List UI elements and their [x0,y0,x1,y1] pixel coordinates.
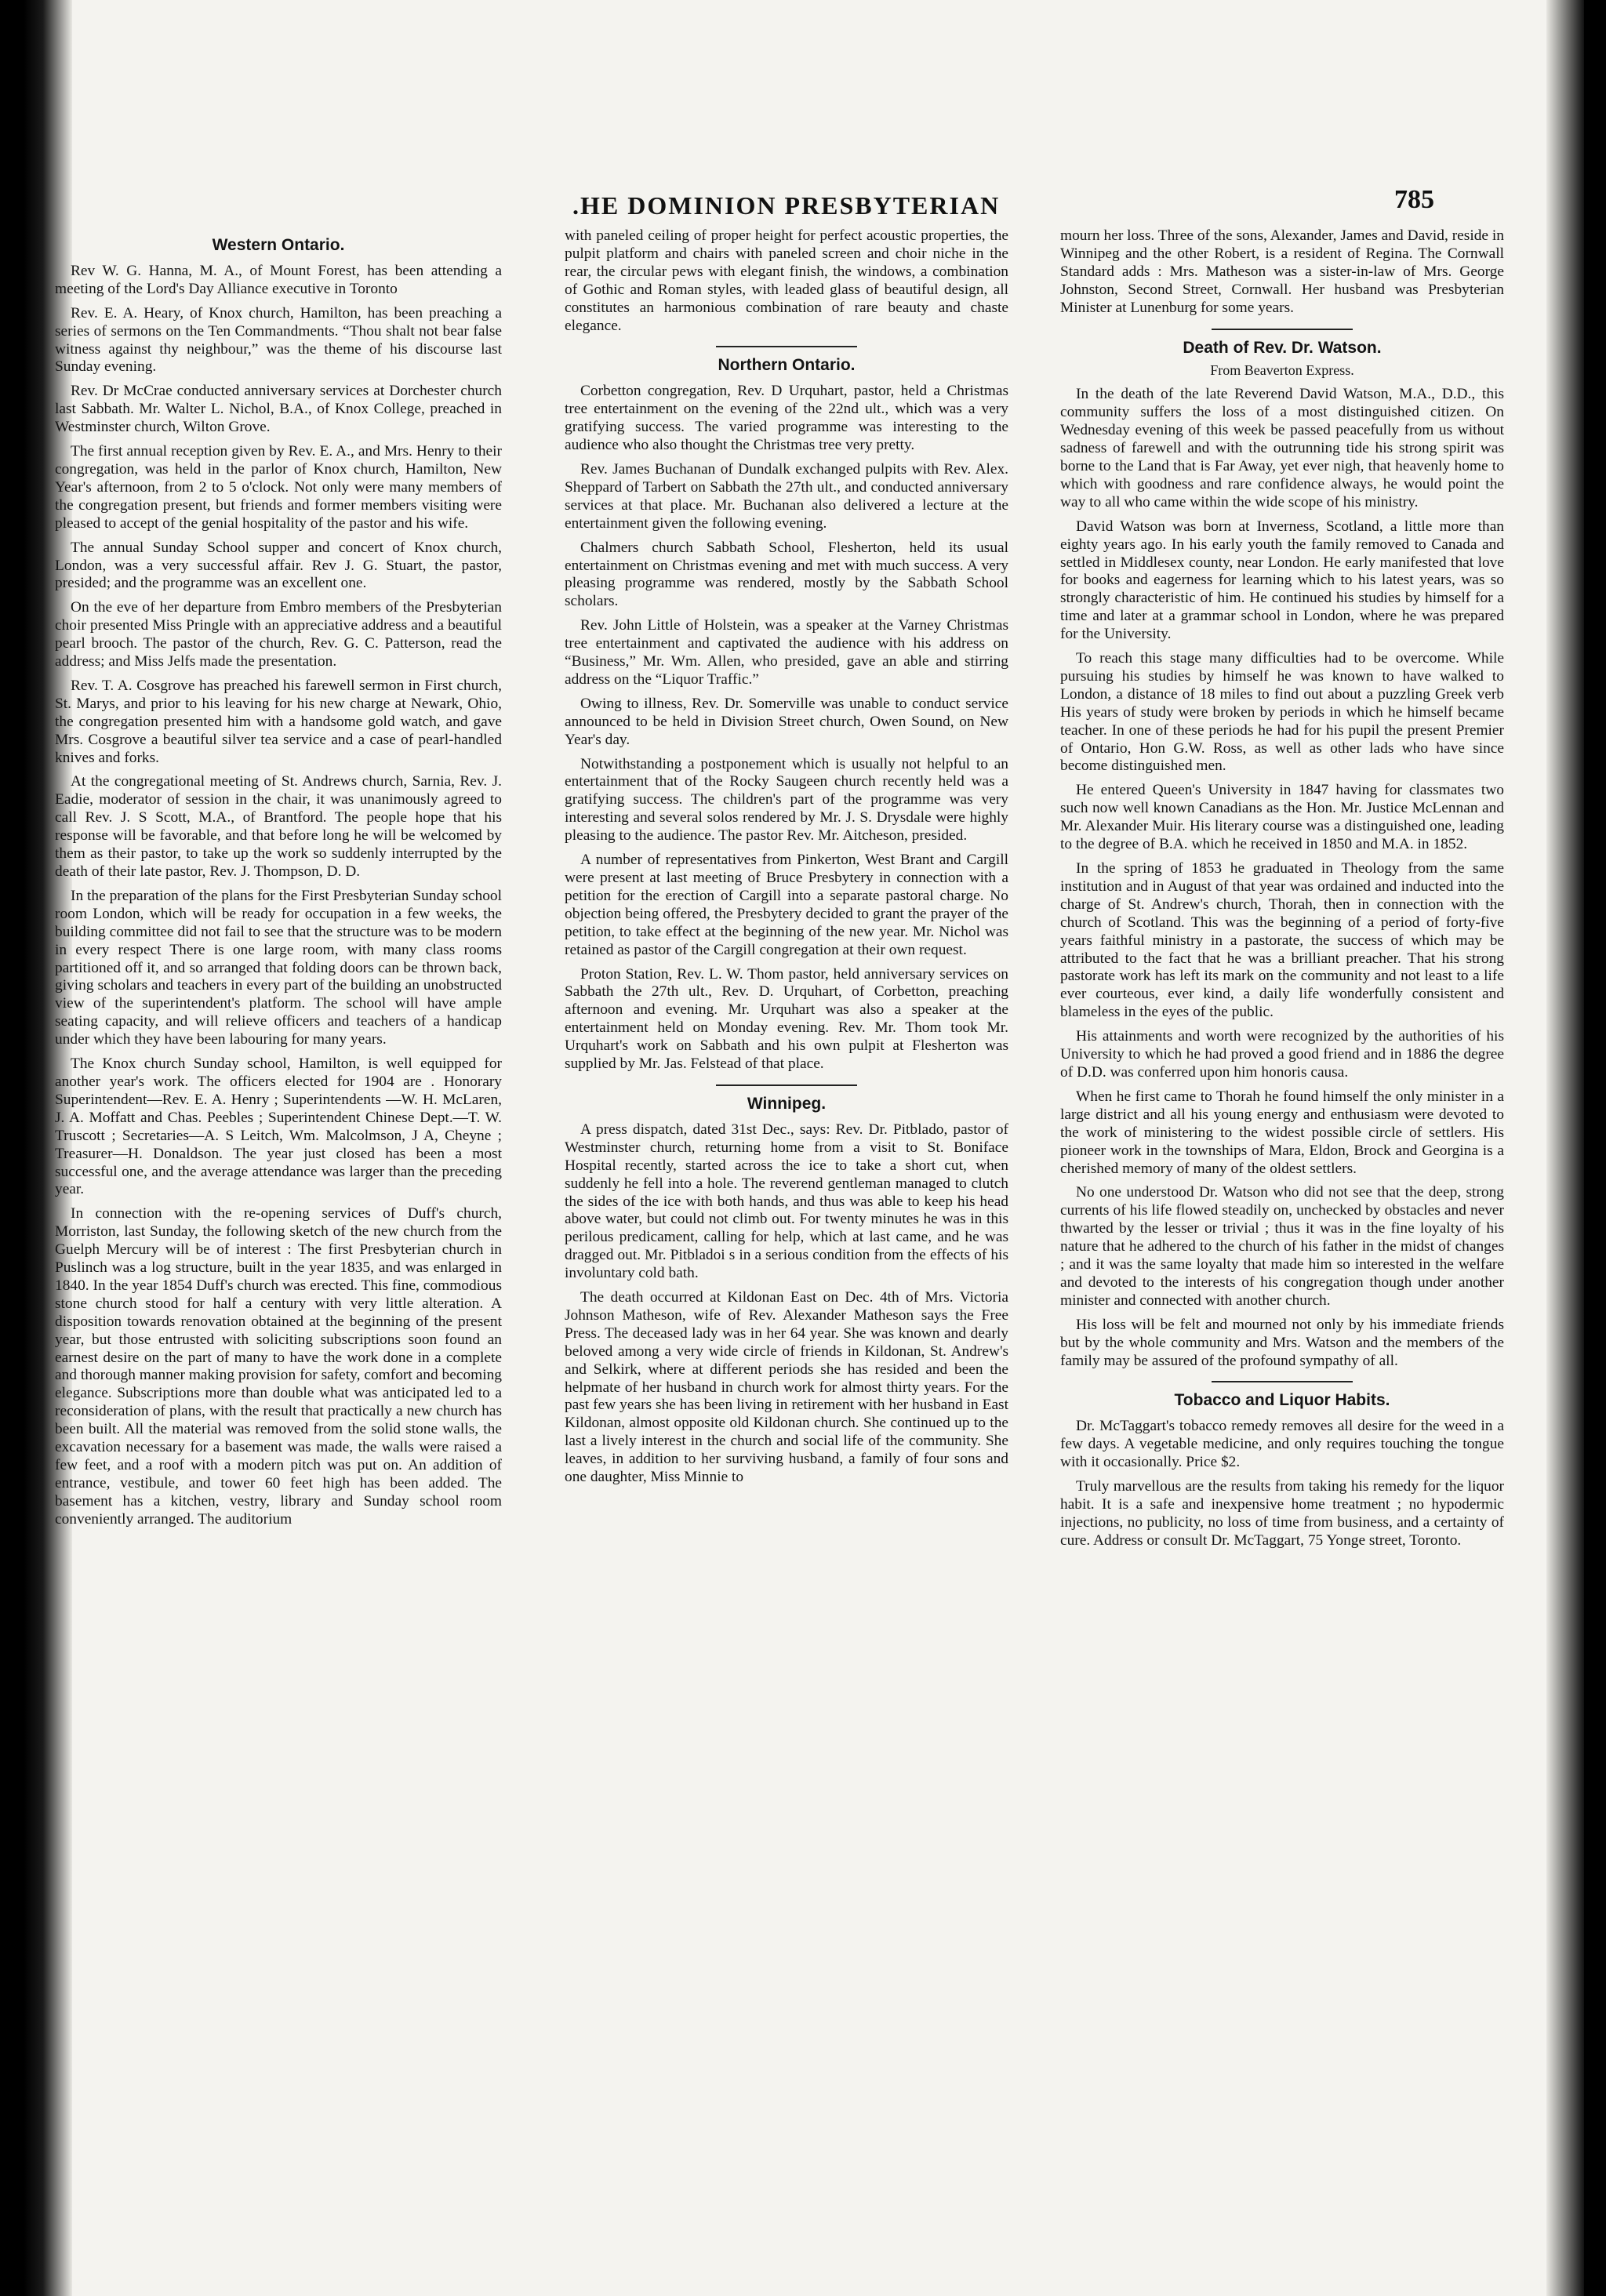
page-header-title: .HE DOMINION PRESBYTERIAN [572,191,1001,220]
section-divider [1212,1381,1353,1382]
article-paragraph: The annual Sunday School supper and concert of Knox church, London, was a very successful affair. Rev J. G. Stuart, the pastor, presided; and the programme was an excellent one. [55,539,502,592]
article-paragraph: The Knox church Sunday school, Hamilton, is well equipped for another year's work. The officers elected for 1904 are . Honorary Superintendent—Rev. E. A. Henry ; Superintendents —W. H. McLaren, J. A. Moffatt and Chas. Peebles ; Superintendent Chinese Dept.—T. W. Truscott ; Secretaries—A. S Leitch, Wm. Malcolmson, J A, Cheyne ; Treasurer—H. Donaldson. The year just closed has been a most successful one, and the average attendance was larger than the preceding year. [55,1055,502,1198]
article-paragraph: In the spring of 1853 he graduated in Theology from the same institution and in August of that year was ordained and inducted into the charge of St. Andrew's church, Thorah, then in connection with the church of Scotland. This was the beginning of a period of forty-five years faithful ministry in a pastorate, the success of which may be attributed to the fact that he was a brilliant preacher. That his strong pastorate work has left its mark on the community and not least to a life ever courteous, ever kind, a daily life wonderfully consistent and blameless in the eyes of the public. [1060,860,1504,1021]
article-paragraph: Rev. Dr McCrae conducted anniversary services at Dorchester church last Sabbath. Mr. Walter L. Nichol, B.A., of Knox College, preached in Westminster church, Wilton Grove. [55,383,502,436]
section-divider [716,1084,857,1086]
article-paragraph: Proton Station, Rev. L. W. Thom pastor, held anniversary services on Sabbath the 27th ult., Rev. D. Urquhart, of Corbetton, preaching afternoon and evening. Mr. Urquhart was also a speaker at the entertainment held on Monday evening. Rev. Mr. Thom took Mr. Urquhart's work on Sabbath and his own pulpit at Flesherton was supplied by Mr. Jas. Felstead of that place. [565,965,1008,1073]
article-paragraph: Rev. T. A. Cosgrove has preached his farewell sermon in First church, St. Marys, and prior to his leaving for his new charge at Newark, Ohio, the congregation presented him with a handsome gold watch, and gave Mrs. Cosgrove a beautiful silver tea service and a case of pearl-handled knives and forks. [55,677,502,766]
article-paragraph: A number of representatives from Pinkerton, West Brant and Cargill were present at last meeting of Bruce Presbytery in connection with a petition for the erection of Cargill into a separate pastoral charge. No objection being offered, the Presbytery decided to grant the prayer of the petition, to take effect at the beginning of the new year. Mr. Nichol was retained as pastor of the Cargill congregation at their own request. [565,852,1008,958]
newspaper-page [24,0,1584,2296]
scan-right-edge [1546,0,1584,2296]
article-paragraph: Rev. John Little of Holstein, was a speaker at the Varney Christmas tree entertainment and captivated the audience with his address on “Business,” Mr. Wm. Allen, who presided, gave an able and stirring address on the “Liquor Traffic.” [565,617,1008,688]
article-paragraph: In the death of the late Reverend David Watson, M.A., D.D., this community suffers the loss of a most distinguished citizen. On Wednesday evening of this week be passed peacefully from us without sadness of farewell and with the outrunning tide his strong spirit was borne to the Land that is Far Away, yet ever nigh, that heavenly home to which with goodness and rare confidence always, he would point the way to all who came within the wide scope of his ministry. [1060,386,1504,510]
section-heading-tobacco-liquor: Tobacco and Liquor Habits. [1174,1391,1390,1410]
section-heading-western-ontario: Western Ontario. [212,236,345,254]
article-continuation: with paneled ceiling of proper height for perfect acoustic properties, the pulpit platform and chairs with paneled screen and choir niche in the rear, the circular pews with elegant finish, the windows, a combination of Gothic and Roman styles, with leaded glass of beautiful design, all constitutes an harmonious combination of rare beauty and chaste elegance. [565,227,1008,334]
article-paragraph: Chalmers church Sabbath School, Flesherton, held its usual entertainment on Christmas evening and met with much success. A very pleasing programme was rendered, mostly by the Sabbath School scholars. [565,539,1008,610]
article-continuation: mourn her loss. Three of the sons, Alexander, James and David, reside in Winnipeg and the other Robert, is a resident of Regina. The Cornwall Standard adds : Mrs. Matheson was a sister-in-law of Mrs. George Johnston, Second Street, Cornwall. Her husband was Presbyterian Minister at Lunenburg for some years. [1060,227,1504,316]
article-paragraph: His loss will be felt and mourned not only by his immediate friends but by the whole community and Mrs. Watson and the members of the family may be assured of the profound sympathy of all. [1060,1316,1504,1369]
article-paragraph: David Watson was born at Inverness, Scotland, a little more than eighty years ago. In his early youth the family removed to Canada and settled in Middlesex county, near London. He early manifested that love for books and eagerness for learning which to his latest years, was so strongly characteristic of him. He continued his studies by himself for a time and later at a grammar school in London, where he was prepared for the University. [1060,518,1504,643]
section-divider [1212,329,1353,330]
advertisement-paragraph: Truly marvellous are the results from taking his remedy for the liquor habit. It is a safe and inexpensive home treatment ; no hypodermic injections, no publicity, no loss of time from business, and a certainty of cure. Address or consult Dr. McTaggart, 75 Yonge street, Toronto. [1060,1478,1504,1549]
section-heading-northern-ontario: Northern Ontario. [718,356,856,375]
section-divider [716,346,857,347]
article-paragraph: A press dispatch, dated 31st Dec., says: Rev. Dr. Pitblado, pastor of Westminster church, returning home from a visit to St. Boniface Hospital recently, started across the ice to take a short cut, when suddenly he fell into a hole. The reverend gentleman managed to clutch the sides of the ice with both hands, and thus was able to keep his head above water, but could not climb out. For twenty minutes he was in this perilous predicament, calling for help, which at last came, and he was dragged out. Mr. Pitbladoi s in a serious condition from the effects of his involuntary cold bath. [565,1121,1008,1282]
section-heading-death-of-watson: Death of Rev. Dr. Watson. [1183,338,1382,357]
article-paragraph: Rev. E. A. Heary, of Knox church, Hamilton, has been preaching a series of sermons on the Ten Commandments. “Thou shalt not bear false witness against thy neighbour,” was the theme of his discourse last Sunday evening. [55,304,502,376]
page-number: 785 [1394,185,1434,214]
article-paragraph: The death occurred at Kildonan East on Dec. 4th of Mrs. Victoria Johnson Matheson, wife of Rev. Alexander Matheson says the Free Press. The deceased lady was in her 64 year. She was known and dearly beloved among a very wide circle of friends in Kildonan, St. Andrew's and Selkirk, where at different periods she has resided and been the helpmate of her husband in church work for almost thirty years. For the past few years she has been living in retirement with her husband in East Kildonan, almost opposite old Kildonan church. She continued up to the last a lively interest in the church and social life of the community. She leaves, in addition to her surviving husband, a family of four sons and one daughter, Miss Minnie to [565,1289,1008,1486]
section-subheading-source: From Beaverton Express. [1210,362,1354,379]
article-paragraph: At the congregational meeting of St. Andrews church, Sarnia, Rev. J. Eadie, moderator of session in the chair, it was unanimously agreed to call Rev. J. S Scott, M.A., of Brantford. The people hope that his response will be favorable, and that before long he will be welcomed by them as their pastor, to take up the work so suddenly interrupted by the death of their late pastor, Rev. J. Thompson, D. D. [55,773,502,880]
article-paragraph: Rev. James Buchanan of Dundalk exchanged pulpits with Rev. Alex. Sheppard of Tarbert on Sabbath the 27th ult., and conducted anniversary services at that place. Mr. Buchanan also delivered a lecture at the entertainment given the following evening. [565,460,1008,532]
article-paragraph: His attainments and worth were recognized by the authorities of his University to which he had proved a good friend and in 1886 the degree of D.D. was conferred upon him honoris causa. [1060,1028,1504,1081]
column-2 [565,227,1008,1493]
section-heading-winnipeg: Winnipeg. [747,1094,827,1113]
article-paragraph: No one understood Dr. Watson who did not see that the deep, strong currents of his life flowed steadily on, unchecked by obstacles and never thwarted by the lesser or trivial ; thus it was in the fine loyalty of his nature that he adhered to the church of his father in the midst of changes ; and it was the same loyalty that made him so interested in the welfare and devoted to the interests of his congregation though under another minister and connected with another church. [1060,1184,1504,1309]
article-paragraph: When he first came to Thorah he found himself the only minister in a large district and all his young energy and enthusiasm were devoted to the work of ministering to the widest possible circle of settlers. His pioneer work in the townships of Mara, Eldon, Brock and Georgina is a cherished memory of many of the oldest settlers. [1060,1088,1504,1177]
article-paragraph: To reach this stage many difficulties had to be overcome. While pursuing his studies by himself he was known to have walked to London, a distance of 18 miles to find out about a puzzling Greek verb His years of study were broken by periods in which he himself became teacher. In one of these periods he had for his pupil the present Premier of Ontario, Hon G.W. Ross, as well as other lads who have since become distinguished men. [1060,650,1504,775]
article-paragraph: He entered Queen's University in 1847 having for classmates two such now well known Canadians as the Hon. Mr. Justice McLennan and Mr. Alexander Muir. His literary course was a distinguished one, leading to the degree of B.A. which he received in 1850 and M.A. in 1852. [1060,782,1504,853]
article-paragraph: Rev W. G. Hanna, M. A., of Mount Forest, has been attending a meeting of the Lord's Day Alliance executive in Toronto [55,262,502,297]
article-paragraph: In connection with the re-opening services of Duff's church, Morriston, last Sunday, the following sketch of the new church from the Guelph Mercury will be of interest : The first Presbyterian church in Puslinch was a log structure, built in the year 1835, and was enlarged in 1840. In the year 1854 Duff's church was erected. This fine, commodious stone church stood for half a century with very little alteration. A disposition towards renovation obtained at the beginning of the present year, but those entrusted with soliciting subscriptions soon found an earnest desire on the part of many to have the work done in a complete and thorough manner making provision for safety, comfort and becoming elegance. Subscriptions more than double what was anticipated led to a reconsideration of plans, with the result that practically a new church has been built. All the material was removed from the solid stone walls, the excavation necessary for a basement was made, the walls were raised a few feet, and a roof with a modern pitch was put on. An addition of entrance, vestibule, and tower 60 feet high has been added. The basement has a kitchen, vestry, library and Sunday school room conveniently arranged. The auditorium [55,1205,502,1528]
article-paragraph: The first annual reception given by Rev. E. A., and Mrs. Henry to their congregation, was held in the parlor of Knox church, Hamilton, New Year's afternoon, from 2 to 5 o'clock. Not only were many members of the congregation present, but friends and former members visiting were pleased to accept of the genial hospitality of the pastor and his wife. [55,443,502,532]
article-paragraph: Owing to illness, Rev. Dr. Somerville was unable to conduct service announced to be held in Division Street church, Owen Sound, on New Year's day. [565,695,1008,748]
column-1 [55,231,502,1535]
article-paragraph: In the preparation of the plans for the First Presbyterian Sunday school room London, which will be ready for occupation in a few weeks, the building committee did not fail to see that the structure was to be modern in every respect There is one large room, with many class rooms partitioned off it, and so arranged that folding doors can be thrown back, giving scholars and teachers in every part of the building an unobstructed view of the superintendent's platform. The school will have ample seating capacity, and will relieve officers and teachers of a handicap under which they have been labouring for many years. [55,887,502,1048]
column-3 [1060,227,1504,1557]
article-paragraph: On the eve of her departure from Embro members of the Presbyterian choir presented Miss Pringle with an appreciative address and a beautiful pearl brooch. The pastor of the church, Rev. G. C. Patterson, read the address; and Miss Jelfs made the presentation. [55,599,502,670]
advertisement-paragraph: Dr. McTaggart's tobacco remedy removes all desire for the weed in a few days. A vegetable medicine, and only requires touching the tongue with it occasionally. Price $2. [1060,1418,1504,1471]
article-paragraph: Notwithstanding a postponement which is usually not helpful to an entertainment that of the Rocky Saugeen church recently held was a gratifying success. The children's part of the programme was very interesting and several solos rendered by Mr. J. S. Drysdale were highly pleasing to the audience. The pastor Rev. Mr. Aitcheson, presided. [565,755,1008,845]
article-paragraph: Corbetton congregation, Rev. D Urquhart, pastor, held a Christmas tree entertainment on the evening of the 22nd ult., which was a very gratifying success. The varied programme was interesting to the audience who also thought the Christmas tree very pretty. [565,383,1008,454]
